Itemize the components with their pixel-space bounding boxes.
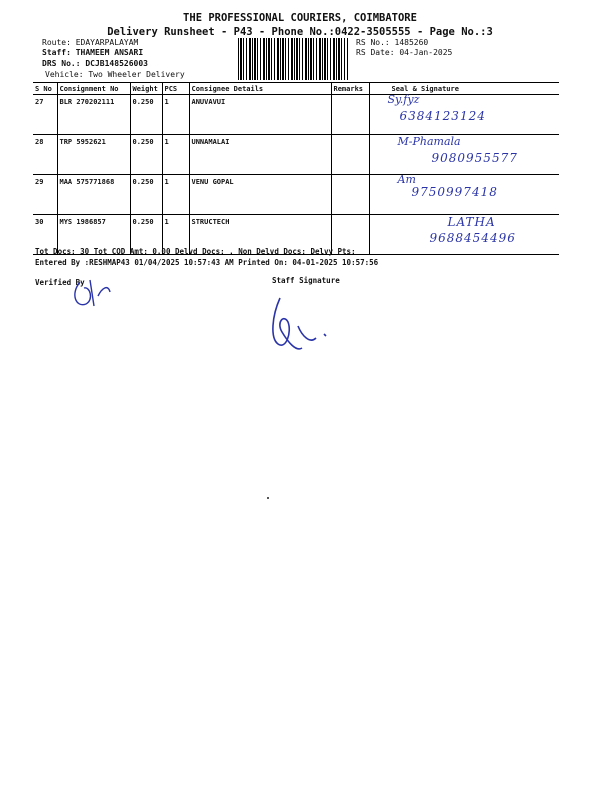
cell-consignee: UNNAMALAI [189, 135, 331, 175]
cell-consignee: ANUVAVUI [189, 95, 331, 135]
handwritten-signature: Sy.fyz [387, 93, 420, 106]
drs-number: DRS No.: DCJB148526003 [42, 59, 148, 68]
handwritten-name: M-Phamala [397, 135, 461, 148]
verifier-signature-mark [68, 274, 118, 314]
route-label: Route: EDAYARPALAYAM [42, 38, 139, 47]
col-header-remarks: Remarks [331, 83, 369, 95]
totals-line: Tot Docs: 30 Tot COD Amt: 0.00 Delvd Docs: . Non Delvd Docs: Delvy Pts: [35, 247, 356, 256]
cell-consignee: STRUCTECH [189, 215, 331, 255]
rs-number: RS No.: 1485260 [356, 38, 429, 47]
cell-remarks [331, 135, 369, 175]
col-header-pcs: PCS [162, 83, 189, 95]
col-header-sno: S No [33, 83, 57, 95]
cell-signature [369, 215, 559, 255]
runsheet-table [33, 82, 559, 255]
entered-by-line: Entered By :RESHMAP43 01/04/2025 10:57:43 AM Printed On: 04-01-2025 10:57:56 [35, 258, 379, 267]
cell-weight: 0.250 [130, 135, 162, 175]
cell-pcs: 1 [162, 95, 189, 135]
handwritten-phone: 9688454496 [429, 231, 516, 245]
cell-sno: 29 [33, 175, 57, 215]
staff-signature-label: Staff Signature [272, 276, 340, 285]
table-row [33, 135, 559, 175]
cell-pcs: 1 [162, 215, 189, 255]
barcode-image [238, 38, 348, 80]
cell-consignment: MAA 575771868 [57, 175, 130, 215]
handwritten-signature: Am [397, 173, 416, 186]
cell-signature [369, 95, 559, 135]
cell-signature [369, 175, 559, 215]
cell-remarks [331, 175, 369, 215]
cell-signature [369, 135, 559, 175]
runsheet-subtitle: Delivery Runsheet - P43 - Phone No.:0422-3505555 - Page No.:3 [107, 26, 493, 38]
cell-consignment: BLR 270202111 [57, 95, 130, 135]
cell-pcs: 1 [162, 135, 189, 175]
cell-sno: 28 [33, 135, 57, 175]
cell-sno: 30 [33, 215, 57, 255]
cell-remarks [331, 95, 369, 135]
table-header-row [33, 83, 559, 95]
cell-weight: 0.250 [130, 215, 162, 255]
handwritten-name: LATHA [447, 215, 496, 229]
col-header-weight: Weight [130, 83, 162, 95]
scan-speck [267, 497, 269, 499]
staff-label: Staff: THAMEEM ANSARI [42, 48, 144, 57]
cell-weight: 0.250 [130, 95, 162, 135]
rs-date: RS Date: 04-Jan-2025 [356, 48, 453, 57]
table-row [33, 175, 559, 215]
handwritten-phone: 6384123124 [399, 109, 486, 123]
cell-sno: 27 [33, 95, 57, 135]
verified-by-label: Verified By [35, 278, 85, 287]
table-row [33, 95, 559, 135]
staff-signature-mark [262, 292, 342, 364]
cell-consignment: TRP 5952621 [57, 135, 130, 175]
cell-consignee: VENU GOPAL [189, 175, 331, 215]
vehicle-label: Vehicle: Two Wheeler Delivery [45, 70, 185, 79]
handwritten-phone: 9750997418 [411, 185, 498, 199]
handwritten-phone: 9080955577 [431, 151, 518, 165]
cell-weight: 0.250 [130, 175, 162, 215]
cell-consignment: MYS 1986857 [57, 215, 130, 255]
col-header-consignment: Consignment No [57, 83, 130, 95]
cell-pcs: 1 [162, 175, 189, 215]
col-header-signature: Seal & Signature [369, 83, 559, 95]
col-header-consignee: Consignee Details [189, 83, 331, 95]
company-title: THE PROFESSIONAL COURIERS, COIMBATORE [183, 12, 417, 24]
